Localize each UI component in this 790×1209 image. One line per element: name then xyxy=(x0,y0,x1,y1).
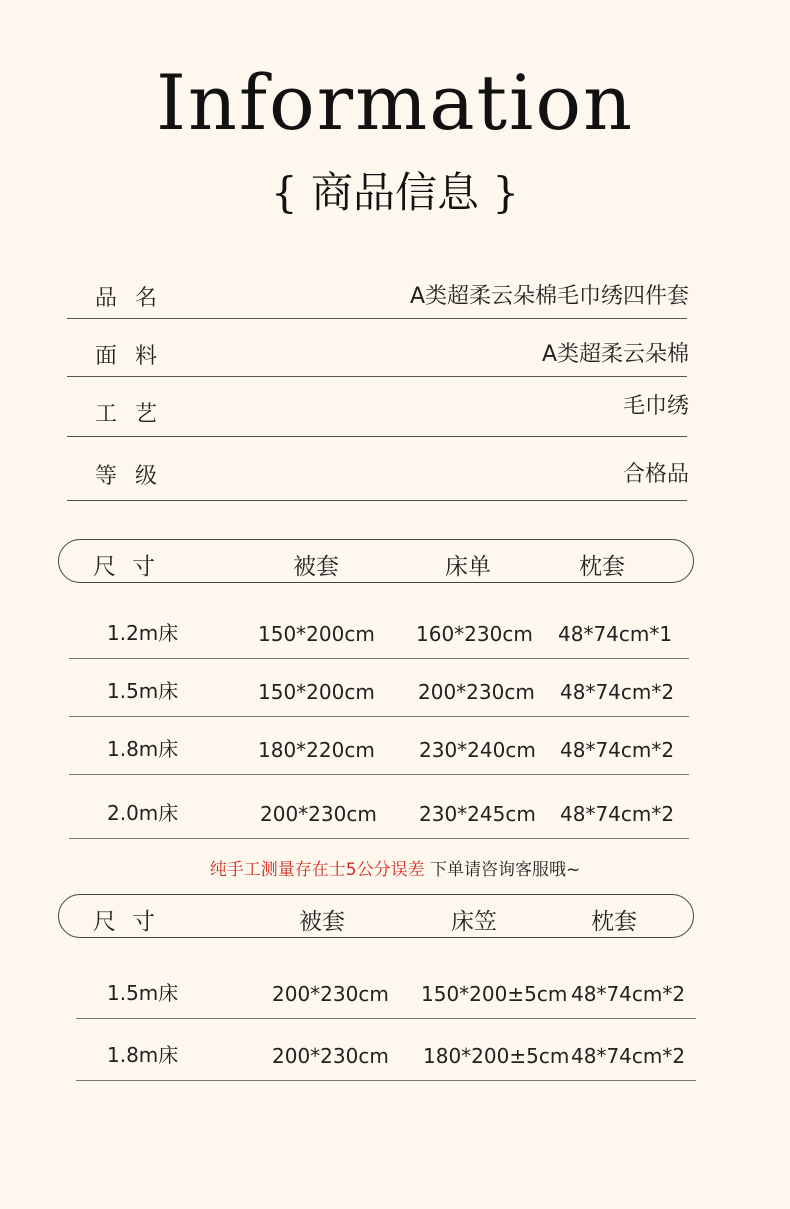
info-row-grade xyxy=(67,444,687,501)
info-row-craft xyxy=(67,380,687,437)
table2-header xyxy=(58,894,694,938)
table-row xyxy=(76,1022,696,1081)
info-value: A类超柔云朵棉 xyxy=(541,342,689,367)
cell-sheet: 200*230cm xyxy=(418,680,535,704)
header-pillow: 枕套 xyxy=(579,554,625,580)
table-row xyxy=(69,780,689,839)
cell-duvet: 200*230cm xyxy=(272,1044,389,1068)
info-label: 工艺 xyxy=(95,402,176,427)
cell-size: 2.0m床 xyxy=(107,801,179,825)
cell-pillow: 48*74cm*2 xyxy=(560,738,675,762)
cell-pillow: 48*74cm*2 xyxy=(571,982,686,1006)
header-sheet: 床单 xyxy=(445,554,491,580)
cell-size: 1.8m床 xyxy=(107,737,179,761)
header-size: 尺寸 xyxy=(93,554,171,580)
cell-duvet: 150*200cm xyxy=(258,680,375,704)
table-row xyxy=(69,658,689,717)
info-row-fabric xyxy=(67,320,687,377)
cell-size: 1.5m床 xyxy=(107,679,179,703)
header-size: 尺寸 xyxy=(93,909,171,935)
header-duvet: 被套 xyxy=(293,554,339,580)
info-label: 等级 xyxy=(95,464,176,489)
cell-sheet: 160*230cm xyxy=(416,622,533,646)
info-value: 毛巾绣 xyxy=(622,394,689,419)
header-fitted-sheet: 床笠 xyxy=(451,909,497,935)
cell-pillow: 48*74cm*2 xyxy=(560,802,675,826)
cell-pillow: 48*74cm*2 xyxy=(571,1044,686,1068)
page-title: Information xyxy=(155,58,635,147)
table-row xyxy=(76,960,696,1019)
cell-size: 1.2m床 xyxy=(107,621,179,645)
info-label: 面料 xyxy=(95,344,176,369)
cell-size: 1.5m床 xyxy=(107,981,179,1005)
cell-duvet: 200*230cm xyxy=(260,802,377,826)
info-value: 合格品 xyxy=(622,462,689,487)
cell-duvet: 180*220cm xyxy=(258,738,375,762)
page-subtitle: { 商品信息 } xyxy=(270,168,520,217)
cell-duvet: 150*200cm xyxy=(258,622,375,646)
table-row xyxy=(69,716,689,775)
cell-size: 1.8m床 xyxy=(107,1043,179,1067)
note-warning: 纯手工测量存在士5公分误差 xyxy=(209,860,425,880)
table1-header xyxy=(58,539,694,583)
cell-duvet: 200*230cm xyxy=(272,982,389,1006)
cell-pillow: 48*74cm*2 xyxy=(560,680,675,704)
header-pillow: 枕套 xyxy=(591,909,637,935)
cell-sheet: 230*245cm xyxy=(419,802,536,826)
info-row-name xyxy=(67,262,687,319)
info-value: A类超柔云朵棉毛巾绣四件套 xyxy=(409,284,689,309)
cell-fitted-sheet: 180*200±5cm xyxy=(423,1044,570,1068)
header-duvet: 被套 xyxy=(299,909,345,935)
cell-sheet: 230*240cm xyxy=(419,738,536,762)
cell-fitted-sheet: 150*200±5cm xyxy=(421,982,568,1006)
cell-pillow: 48*74cm*1 xyxy=(558,622,673,646)
note-contact: 下单请咨询客服哦~ xyxy=(424,860,581,880)
info-label: 品名 xyxy=(95,286,176,311)
table-row xyxy=(69,600,689,659)
measurement-note xyxy=(0,855,790,880)
